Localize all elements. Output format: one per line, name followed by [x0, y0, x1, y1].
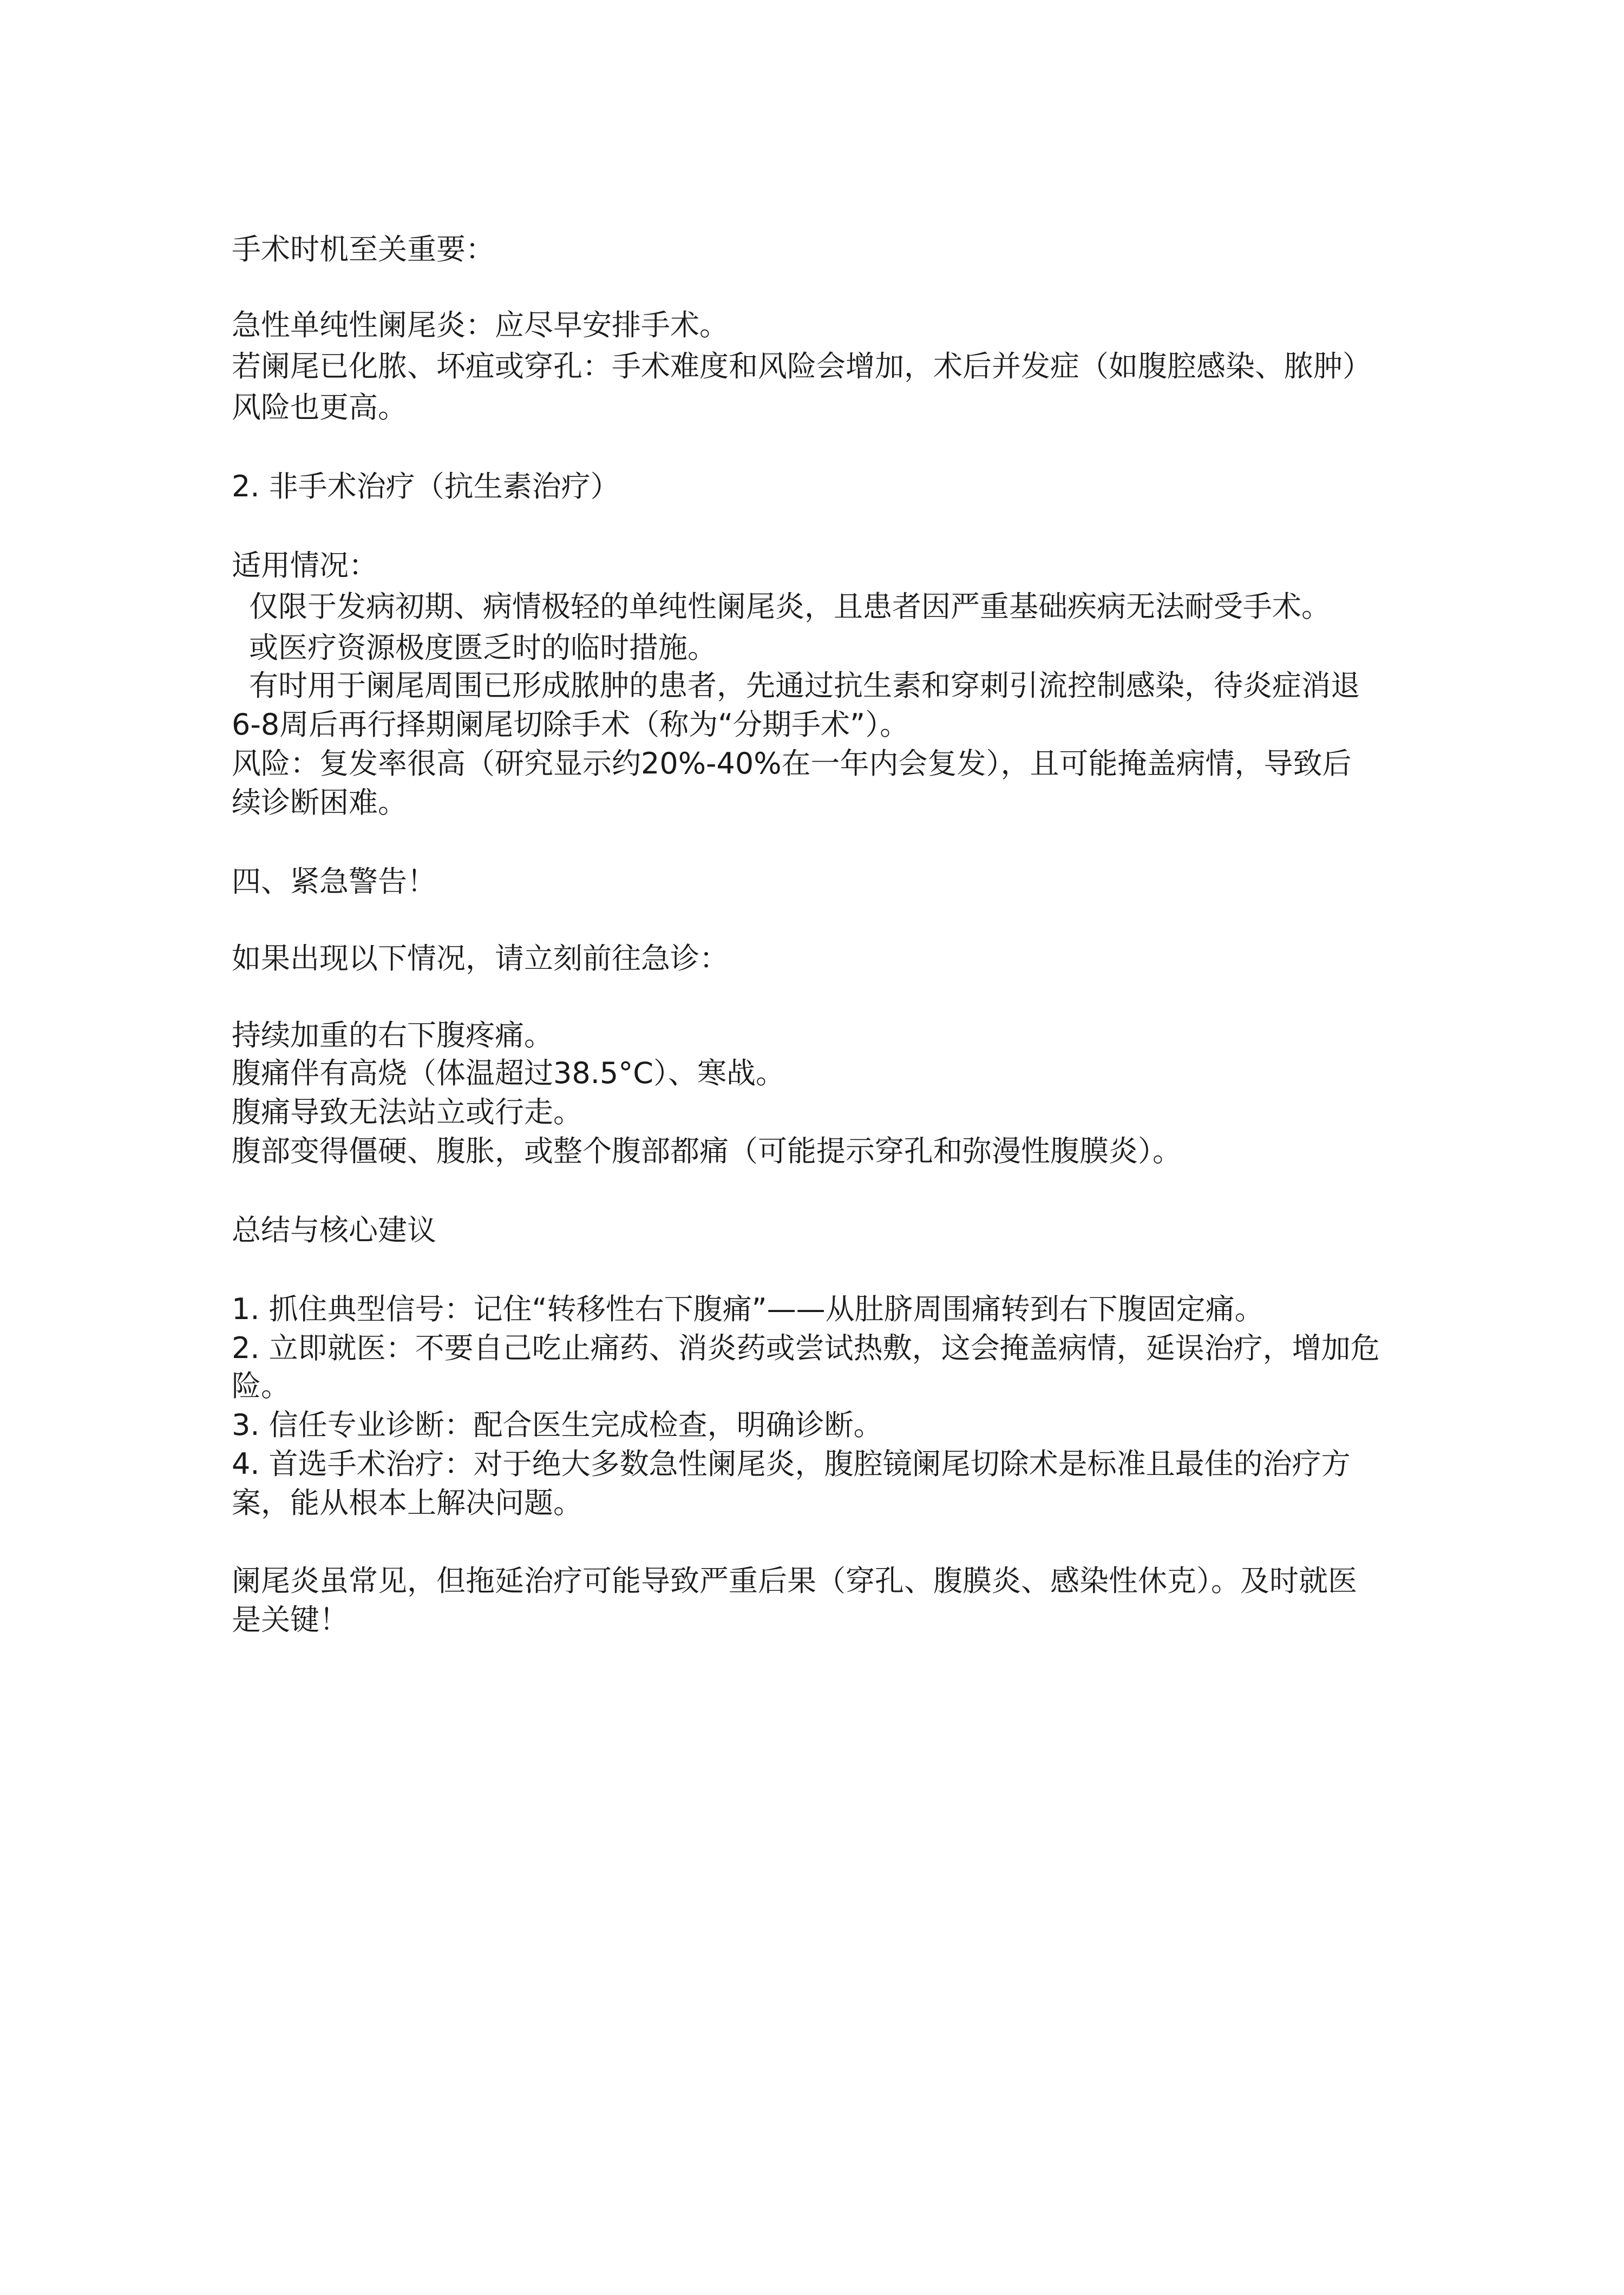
summary-heading: 总结与核心建议 [232, 1213, 436, 1247]
summary-item-4-line-1: 4. 首选手术治疗：对于绝大多数急性阑尾炎，腹腔镜阑尾切除术是标准且最佳的治疗方 [232, 1447, 1351, 1481]
summary-item-1: 1. 抓住典型信号：记住“转移性右下腹痛”——从肚脐周围痛转到右下腹固定痛。 [232, 1292, 1264, 1326]
warning-item-4: 腹部变得僵硬、腹胀，或整个腹部都痛（可能提示穿孔和弥漫性腹膜炎）。 [232, 1134, 1182, 1168]
warning-intro: 如果出现以下情况，请立刻前往急诊： [232, 941, 729, 975]
summary-item-4-line-2: 案，能从根本上解决问题。 [232, 1486, 582, 1520]
warning-item-1: 持续加重的右下腹疼痛。 [232, 1018, 553, 1052]
applicable-item-3-line-1: 有时用于阑尾周围已形成脓肿的患者，先通过抗生素和穿刺引流控制感染，待炎症消退 [249, 668, 1360, 703]
applicable-heading: 适用情况： [232, 548, 378, 582]
applicable-item-1: 仅限于发病初期、病情极轻的单纯性阑尾炎，且患者因严重基础疾病无法耐受手术。 [249, 589, 1331, 624]
summary-item-2-line-2: 险。 [232, 1369, 290, 1403]
risk-line-2: 续诊断困难。 [232, 785, 407, 819]
warning-heading: 四、紧急警告！ [232, 864, 436, 899]
summary-item-3: 3. 信任专业诊断：配合医生完成检查，明确诊断。 [232, 1408, 883, 1442]
nonsurgical-heading: 2. 非手术治疗（抗生素治疗） [232, 469, 620, 503]
summary-item-2-line-1: 2. 立即就医：不要自己吃止痛药、消炎药或尝试热敷，这会掩盖病情，延误治疗，增加危 [232, 1331, 1380, 1365]
timing-heading: 手术时机至关重要： [232, 232, 495, 266]
risk-line-1: 风险：复发率很高（研究显示约20%-40%在一年内会复发），且可能掩盖病情，导致后 [232, 746, 1352, 781]
applicable-item-2: 或医疗资源极度匮乏时的临时措施。 [249, 631, 717, 665]
timing-item-2-line-2: 风险也更高。 [232, 390, 407, 424]
warning-item-3: 腹痛导致无法站立或行走。 [232, 1095, 582, 1129]
warning-item-2: 腹痛伴有高烧（体温超过38.5°C）、寒战。 [232, 1056, 785, 1090]
timing-item-1: 急性单纯性阑尾炎：应尽早安排手术。 [232, 308, 729, 342]
closing-line-2: 是关键！ [232, 1603, 349, 1637]
timing-item-2-line-1: 若阑尾已化脓、坏疽或穿孔：手术难度和风险会增加，术后并发症（如腹腔感染、脓肿） [232, 349, 1372, 383]
closing-line-1: 阑尾炎虽常见，但拖延治疗可能导致严重后果（穿孔、腹膜炎、感染性休克）。及时就医 [232, 1564, 1357, 1598]
applicable-item-3-line-2: 6-8周后再行择期阑尾切除手术（称为“分期手术”）。 [232, 707, 909, 742]
